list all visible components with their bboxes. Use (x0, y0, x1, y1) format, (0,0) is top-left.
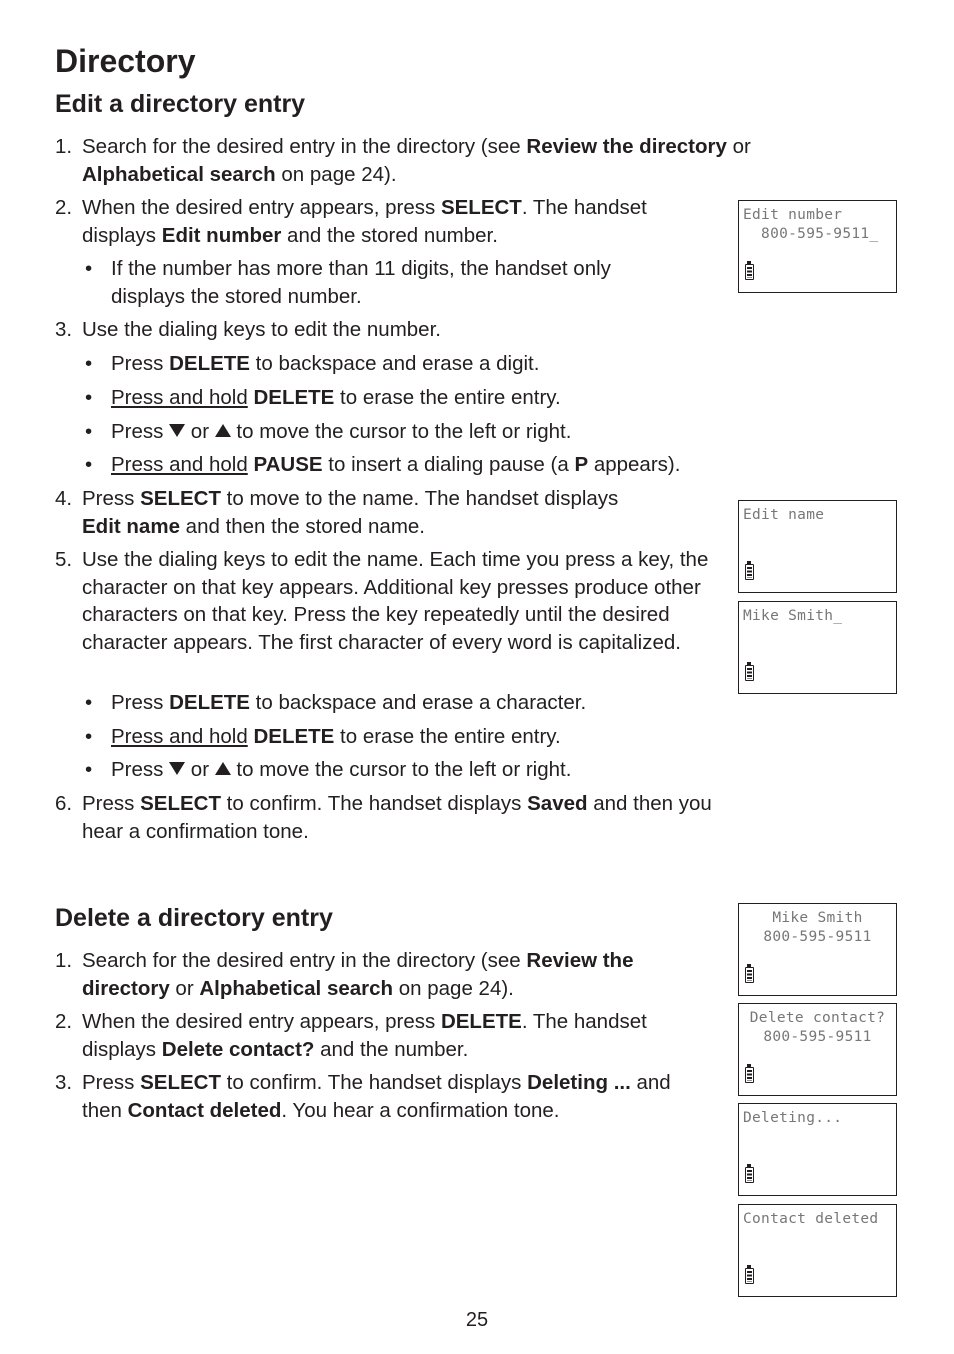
screen-text: Delete contact? 800-595-9511 (749, 1010, 886, 1045)
battery-icon (745, 1167, 754, 1183)
delete-step-2: 2. When the desired entry appears, press DELETE. The handset displays Delete contact? and the number. (55, 1010, 647, 1061)
battery-icon (745, 967, 754, 983)
battery-icon (745, 665, 754, 681)
battery-icon (745, 264, 754, 280)
up-arrow-icon (215, 424, 231, 437)
page-number: 25 (465, 1309, 489, 1331)
edit-step-4: 4. Press SELECT to move to the name. The handset displays Edit name and then the stored name. (55, 487, 619, 538)
screen-text: Edit number 800-595-9511_ (743, 207, 879, 242)
screen-text: Contact deleted (743, 1211, 879, 1227)
edit-step-3-bullet-2: • Press and hold DELETE to erase the entire entry. (85, 386, 561, 409)
battery-icon (745, 564, 754, 580)
battery-icon (745, 1268, 754, 1284)
edit-step-3-bullet-4: • Press and hold PAUSE to insert a dialing pause (a P appears). (85, 453, 681, 476)
down-arrow-icon (169, 424, 185, 437)
battery-icon (745, 1067, 754, 1083)
edit-step-1: 1. Search for the desired entry in the directory (see Review the directory or Alphabetical search on page 24). (55, 135, 751, 186)
page-title: Directory (55, 43, 196, 79)
screen-text: Deleting... (743, 1110, 843, 1126)
screen-mike-smith-entry (738, 903, 897, 996)
screen-contact-deleted (738, 1204, 897, 1297)
edit-step-2: 2. When the desired entry appears, press SELECT. The handset displays Edit number and the stored number. (55, 196, 647, 247)
screen-delete-contact (738, 1003, 897, 1096)
edit-step-2-bullet-1: • If the number has more than 11 digits, the handset only displays the stored number. (85, 257, 611, 308)
edit-step-5: 5. Use the dialing keys to edit the name. Each time you press a key, the character on that key appears. Additional key presses produce other characters on that key. Press the key repeatedly until the desired character appears. The first character of every word is capitalized. (55, 548, 709, 654)
down-arrow-icon (169, 762, 185, 775)
screen-deleting (738, 1103, 897, 1196)
up-arrow-icon (215, 762, 231, 775)
delete-step-1: 1. Search for the desired entry in the directory (see Review the directory or Alphabetical search on page 24). (55, 949, 634, 1000)
edit-step-3: 3. Use the dialing keys to edit the number. (55, 318, 441, 341)
edit-step-3-bullet-3: • Press or to move the cursor to the left or right. (85, 420, 572, 443)
screen-text: Mike Smith 800-595-9511 (763, 910, 872, 945)
edit-section-title: Edit a directory entry (55, 90, 306, 118)
edit-step-5-bullet-2: • Press and hold DELETE to erase the entire entry. (85, 725, 561, 748)
screen-text: Edit name (743, 507, 825, 523)
screen-edit-number (738, 200, 897, 293)
screen-text: Mike Smith_ (743, 608, 843, 624)
delete-section-title: Delete a directory entry (55, 904, 333, 932)
screen-mike-smith-edit (738, 601, 897, 694)
delete-step-3: 3. Press SELECT to confirm. The handset displays Deleting ... and then Contact deleted. You hear a confirmation tone. (55, 1071, 671, 1122)
edit-step-3-bullet-1: • Press DELETE to backspace and erase a digit. (85, 352, 540, 375)
screen-edit-name (738, 500, 897, 593)
edit-step-6: 6. Press SELECT to confirm. The handset displays Saved and then you hear a confirmation tone. (55, 792, 712, 843)
edit-step-5-bullet-1: • Press DELETE to backspace and erase a character. (85, 691, 587, 714)
edit-step-5-bullet-3: • Press or to move the cursor to the left or right. (85, 758, 572, 781)
